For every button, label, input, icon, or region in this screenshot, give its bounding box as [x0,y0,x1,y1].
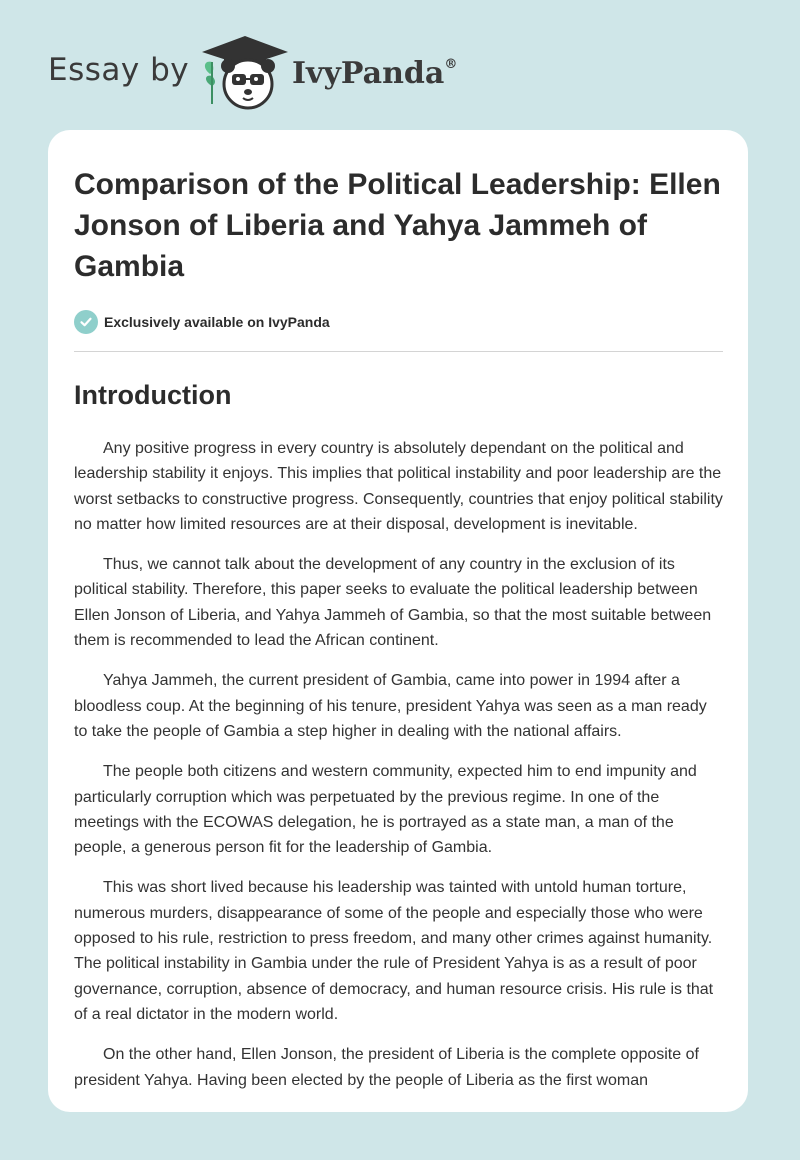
brand-name[interactable]: IvyPanda® [292,56,458,91]
paragraph: Any positive progress in every country is absolutely dependant on the political and leadership stability it enjoys. This implies that political instability and poor leadership are the worst setbacks to constructive progress. Consequently, countries that enjoy political stability no matter how limited resources are at their disposal, development is inevitable. [74,440,723,533]
paragraph: This was short lived because his leadership was tainted with untold human torture, numerous murders, disappearance of some of the people and especially those who were opposed to his rule, restriction to press freedom, and many other crimes against humanity. The political instability in Gambia under the rule of President Yahya is as a result of poor governance, corruption, absence of democracy, and human resource crisis. His rule is that of a real dictator in the modern world. [74,879,714,1023]
exclusive-badge [74,309,724,335]
registered-mark: ® [444,57,458,72]
paragraph: Yahya Jammeh, the current president of Gambia, came into power in 1994 after a bloodless coup. At the beginning of his tenure, president Yahya was seen as a man ready to take the people of Gambia a step higher in dealing with the national affairs. [74,672,707,740]
check-icon [74,310,98,334]
divider [74,351,723,352]
essay-by-label: Essay by [48,52,190,88]
paragraph: On the other hand, Ellen Jonson, the president of Liberia is the complete opposite of president Yahya. Having been elected by the people of Liberia as the first woman [74,1046,699,1089]
site-header [0,0,800,130]
page-title: Comparison of the Political Leadership: Ellen Jonson of Liberia and Yahya Jammeh of Gambia [74,168,721,283]
section-heading: Introduction [74,380,232,410]
badge-text: Exclusively available on IvyPanda [104,314,330,330]
essay-content [74,164,724,1093]
paragraph: The people both citizens and western community, expected him to end impunity and particularly corruption which was perpetuated by the previous regime. In one of the meetings with the ECOWAS delegation, he is portrayed as a state man, a man of the people, a generous person fit for the leadership of Gambia. [74,763,697,857]
essay-card [48,130,748,1112]
panda-logo-icon[interactable] [200,34,290,110]
paragraph: Thus, we cannot talk about the development of any country in the exclusion of its political stability. Therefore, this paper seeks to evaluate the political leadership between Ellen Jonson of Liberia, and Yahya Jammeh of Gambia, so that the most suitable between them is recommended to lead the African continent. [74,556,712,650]
